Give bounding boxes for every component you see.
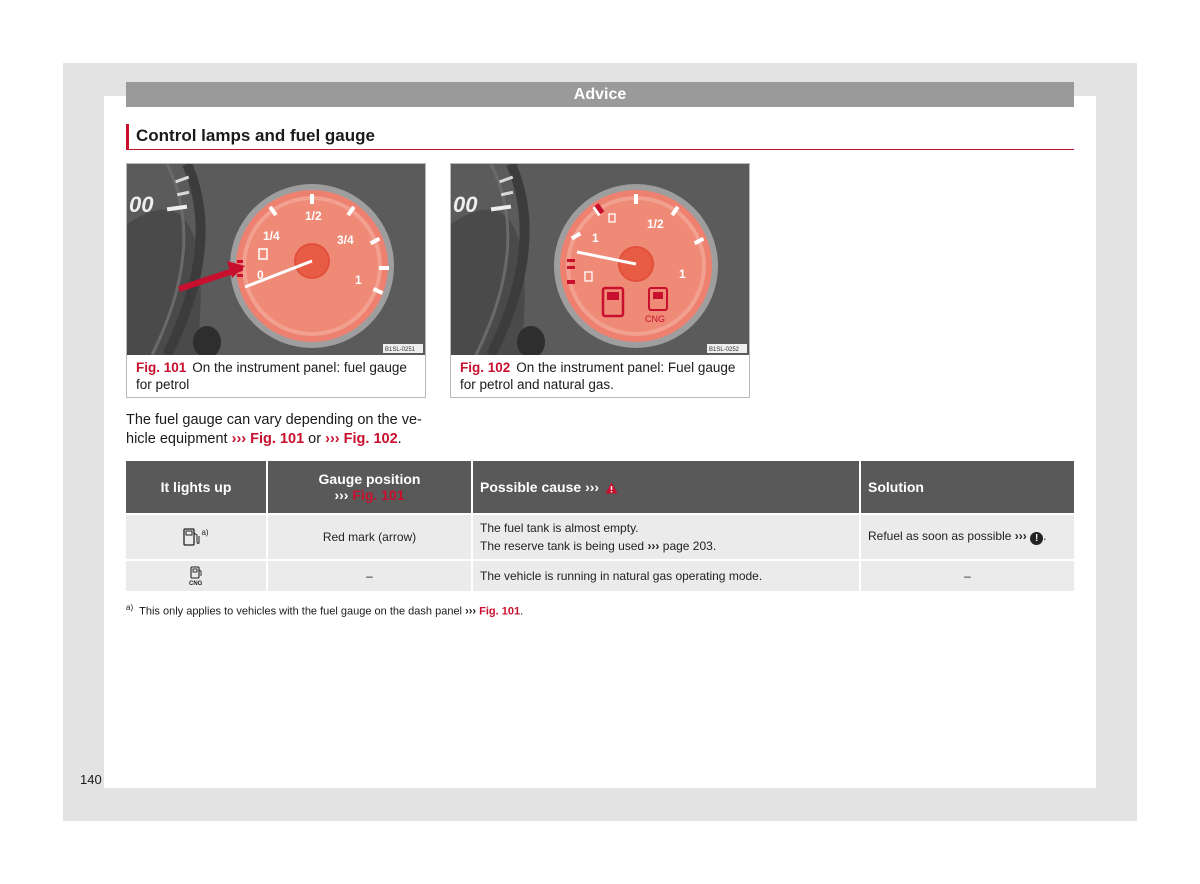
header-gauge-position xyxy=(267,461,472,514)
svg-text:1: 1 xyxy=(592,231,599,245)
solution-text: Refuel as soon as possible xyxy=(868,529,1012,543)
header-gauge-fig-link[interactable]: Fig. 101 xyxy=(352,487,405,503)
fuel-gauge-petrol-image xyxy=(127,164,425,355)
footnote xyxy=(126,601,523,619)
svg-text:1: 1 xyxy=(679,267,686,281)
possible-cause-cell xyxy=(472,514,860,560)
ref-arrows-1: ››› xyxy=(231,431,247,447)
fig-102-link[interactable]: Fig. 102 xyxy=(343,431,398,447)
table-header-row xyxy=(126,461,1074,514)
figure-102-text: On the instrument panel: Fuel gauge for petrol and natural gas. xyxy=(460,360,736,392)
intro-paragraph xyxy=(126,411,426,449)
cause-line-2: The reserve tank is being used xyxy=(480,539,645,553)
figure-102-caption xyxy=(460,359,744,393)
warning-triangle-icon xyxy=(605,482,618,494)
page-203-link[interactable]: page 203 xyxy=(662,539,713,553)
svg-text:B1SL-0251: B1SL-0251 xyxy=(385,347,416,353)
lights-up-cell xyxy=(126,560,267,591)
svg-text:CNG: CNG xyxy=(645,314,665,324)
svg-text:00: 00 xyxy=(129,192,154,217)
table-row xyxy=(126,560,1074,591)
gauge-position-cell: Red mark (arrow) xyxy=(267,514,472,560)
cause-arrows: ››› xyxy=(647,539,660,553)
svg-text:B1SL-0252: B1SL-0252 xyxy=(709,347,740,353)
figure-102 xyxy=(450,163,750,398)
svg-text:3/4: 3/4 xyxy=(337,233,354,247)
cause-period: . xyxy=(712,539,717,553)
solution-cell xyxy=(860,514,1074,560)
footnote-text: This only applies to vehicles with the fuel gauge on the dash panel xyxy=(139,605,463,618)
footnote-fig-link[interactable]: Fig. 101 xyxy=(479,605,521,618)
svg-text:0: 0 xyxy=(257,268,264,282)
svg-text:1: 1 xyxy=(355,273,362,287)
footnote-period: . xyxy=(520,605,524,618)
control-lamps-table xyxy=(126,461,1074,591)
fuel-pump-icon xyxy=(183,527,201,547)
header-solution: Solution xyxy=(860,461,1074,514)
or-word: or xyxy=(308,431,322,447)
table-row xyxy=(126,514,1074,560)
solution-arrows: ››› xyxy=(1014,529,1027,543)
header-cause-arrows: ››› xyxy=(585,479,600,495)
section-title: Control lamps and fuel gauge xyxy=(126,124,1074,150)
page-number: 140 xyxy=(80,772,102,787)
footnote-mark: a) xyxy=(126,603,134,612)
svg-text:00: 00 xyxy=(453,192,478,217)
figure-101-text: On the instrument panel: fuel gauge for petrol xyxy=(136,360,407,392)
figure-101-caption xyxy=(136,359,420,393)
cause-line-1: The fuel tank is almost empty. xyxy=(480,521,639,535)
intro-text: The fuel gauge can vary depending on the ve-hicle equipment xyxy=(126,412,422,447)
fig-101-link[interactable]: Fig. 101 xyxy=(250,431,305,447)
header-lights-up: It lights up xyxy=(126,461,267,514)
header-arrows: ››› xyxy=(334,487,349,503)
ref-arrows-2: ››› xyxy=(325,431,340,447)
header-possible-cause-label: Possible cause xyxy=(480,479,582,495)
figure-102-number: Fig. 102 xyxy=(460,360,511,375)
advice-header: Advice xyxy=(126,82,1074,107)
svg-text:1/2: 1/2 xyxy=(647,217,664,231)
possible-cause-cell: The vehicle is running in natural gas operating mode. xyxy=(472,560,860,591)
footnote-arrows: ››› xyxy=(465,605,477,618)
header-possible-cause xyxy=(472,461,860,514)
svg-text:1/4: 1/4 xyxy=(263,229,280,243)
figure-101-number: Fig. 101 xyxy=(136,360,187,375)
header-gauge-position-label: Gauge position xyxy=(318,471,421,487)
header-gauge-position-ref-wrap xyxy=(268,487,471,503)
cng-fuel-pump-icon xyxy=(186,566,206,586)
solution-cell: – xyxy=(860,560,1074,591)
svg-text:CNG: CNG xyxy=(189,581,203,586)
exclamation-icon[interactable]: ! xyxy=(1030,532,1043,545)
solution-period: . xyxy=(1043,529,1047,543)
footnote-marker: a) xyxy=(201,528,209,538)
svg-text:1/2: 1/2 xyxy=(305,209,322,223)
gauge-position-cell: – xyxy=(267,560,472,591)
lights-up-cell xyxy=(126,514,267,560)
cause-line-2-wrap xyxy=(480,537,859,555)
intro-period: . xyxy=(397,431,402,447)
fuel-gauge-cng-image xyxy=(451,164,749,355)
figure-101 xyxy=(126,163,426,398)
